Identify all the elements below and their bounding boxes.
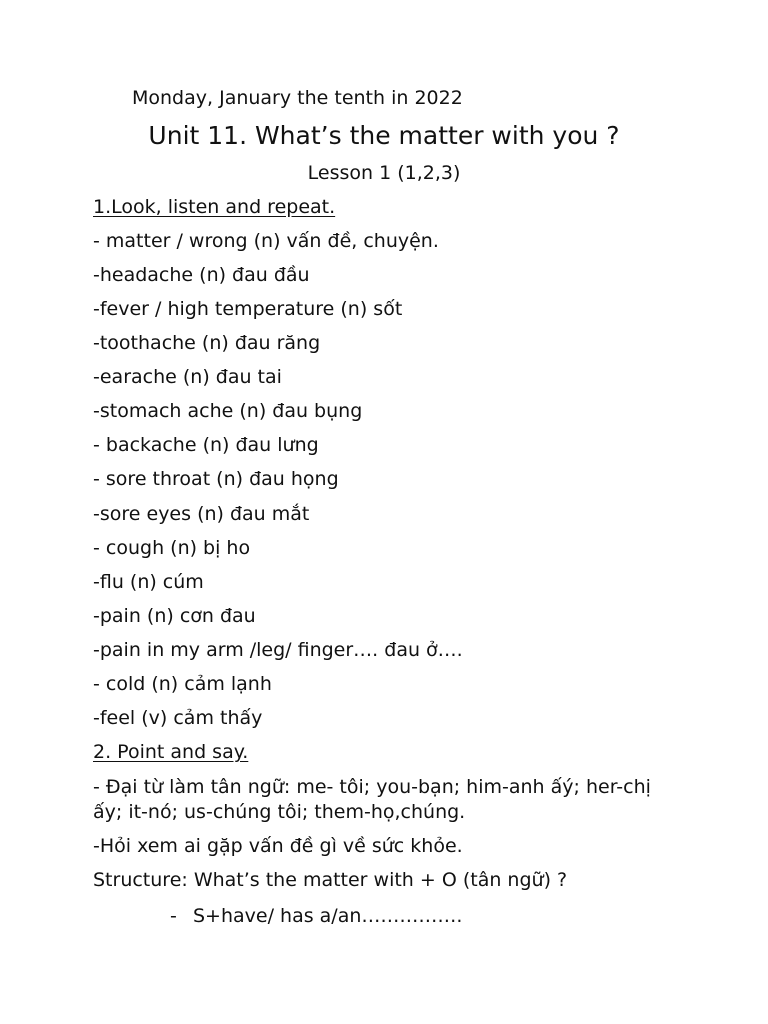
vocab-item: -sore eyes (n) đau mắt [93,503,310,525]
vocab-item: - matter / wrong (n) vấn đề, chuyện. [93,230,439,252]
vocab-item: - cold (n) cảm lạnh [93,673,272,695]
vocab-item: -fever / high temperature (n) sốt [93,298,403,320]
vocab-item: -stomach ache (n) đau bụng [93,400,363,422]
vocab-item: - cough (n) bị ho [93,537,251,559]
vocab-item: -flu (n) cúm [93,571,204,593]
section-1-heading: 1.Look, listen and repeat. [93,196,336,218]
date-line: Monday, January the tenth in 2022 [132,87,463,109]
vocab-item: -pain in my arm /leg/ finger…. đau ở…. [93,639,463,661]
vocab-item: -earache (n) đau tai [93,366,282,388]
lesson-subtitle: Lesson 1 (1,2,3) [307,162,461,184]
vocab-item: -pain (n) cơn đau [93,605,256,627]
vocab-item: - backache (n) đau lưng [93,434,319,456]
ask-health-line: -Hỏi xem ai gặp vấn đề gì về sức khỏe. [93,835,463,857]
vocab-item: - sore throat (n) đau họng [93,468,339,490]
vocab-item: -headache (n) đau đầu [93,264,310,286]
unit-title: Unit 11. What’s the matter with you ? [148,121,620,150]
vocab-item: -toothache (n) đau răng [93,332,321,354]
structure-line: Structure: What’s the matter with + O (tân ngữ) ? [93,869,568,891]
object-pronouns-paragraph: - Đại từ làm tân ngữ: me- tôi; you-bạn; him-anh ấý; her-chị ấy; it-nó; us-chúng tôi; them-họ,chúng. [93,776,651,823]
answer-bullet-dash: - [170,905,177,927]
section-2-heading: 2. Point and say. [93,741,249,763]
vocab-item: -feel (v) cảm thấy [93,707,263,729]
answer-structure-line: S+have/ has a/an……………. [193,905,463,927]
